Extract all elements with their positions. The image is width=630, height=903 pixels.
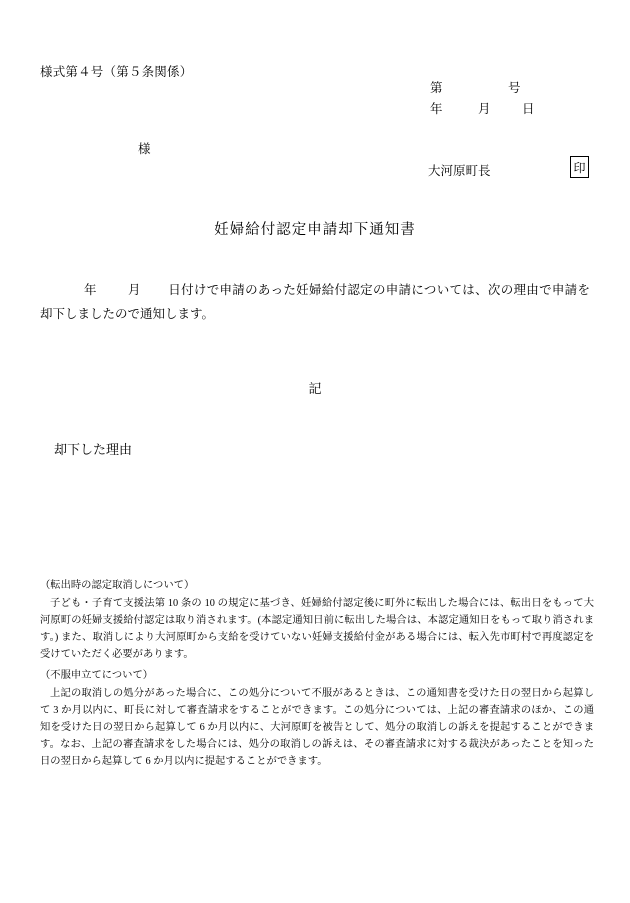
document-number-row (430, 78, 600, 96)
ki-mark: 記 (308, 381, 322, 396)
issuer-name: 大河原町長 (428, 164, 491, 178)
body-year-label: 年 (84, 283, 97, 297)
body-text: 日付けで申請のあった妊婦給付認定の申請については、次の理由で申請を却下しましたので通知します。 (40, 283, 590, 321)
addressee-honorific: 様 (138, 142, 151, 156)
rejection-reason-label: 却下した理由 (54, 442, 133, 457)
note-appeal-body: 上記の取消しの処分があった場合に、この処分について不服があるときは、この通知書を受けた日の翌日から起算して 3 か月以内に、町長に対して審査請求をすることができます。この処分については、上記の審査請求のほか、この通知を受けた日の翌日から起算して 6 か月以内に、大河原町を被告として、処分の取消しの訴えを提起することができます。なお、上記の審査請求をした場合には、処分の取消しの訴えは、その審査請求に対する裁決があったことを知った日の翌日から起算して 6 か月以内に提起することができます。 (40, 687, 594, 767)
notes-section (40, 578, 594, 775)
date-day-label: 日 (522, 102, 535, 116)
note-appeal-heading: （不服申立てについて） (40, 669, 154, 681)
form-number: 様式第４号（第５条関係） (40, 65, 193, 79)
date-year-label: 年 (430, 102, 443, 116)
document-number-label: 第 (430, 81, 443, 95)
note-transfer-heading: （転出時の認定取消しについて） (40, 580, 195, 591)
document-date-row (430, 99, 600, 117)
body-month-label: 月 (128, 283, 141, 297)
body-paragraph (40, 279, 590, 327)
date-month-label: 月 (478, 102, 491, 116)
page-title: 妊婦給付認定申請却下通知書 (214, 222, 416, 238)
document-number-suffix: 号 (508, 81, 521, 95)
note-transfer-body: 子ども・子育て支援法第 10 条の 10 の規定に基づき、妊婦給付認定後に町外に転出した場合には、転出日をもって大河原町の妊婦支援給付認定は取り消されます。(本認定通知日前に転出した場合は、本認定通知日をもって取り消されます。) また、取消しにより大河原町から支給を受けていない妊婦支援給付金がある場合には、転入先市町村で再度認定を受けていただく必要があります。 (40, 597, 594, 660)
seal-stamp-box: 印 (570, 156, 589, 178)
